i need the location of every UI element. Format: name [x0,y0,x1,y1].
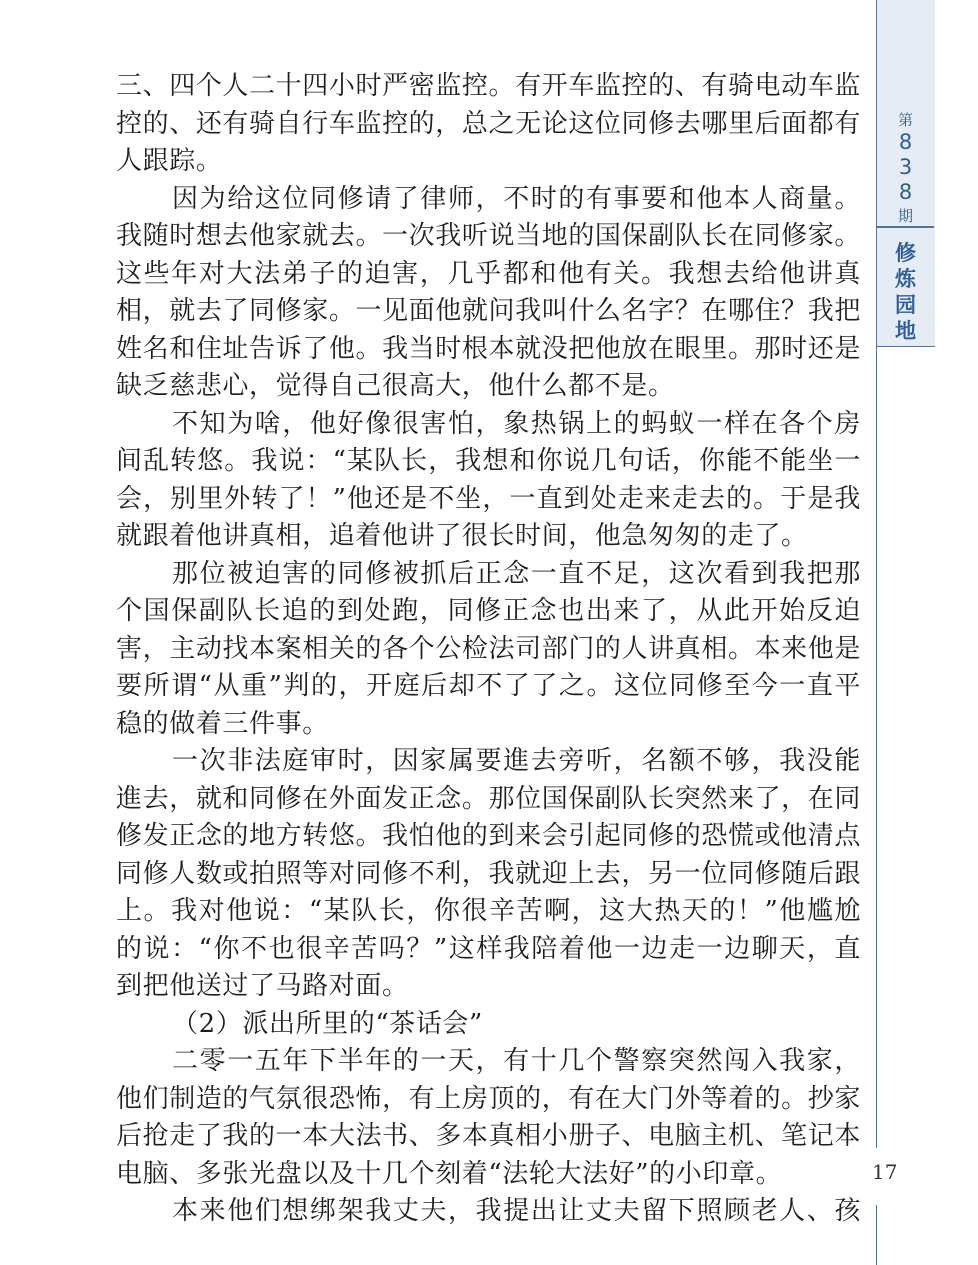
paragraph-1: 三、四个人二十四小时严密监控。有开车监控的、有骑电动车监控的、还有骑自行车监控的，总之无论这位同修去哪里后面都有人跟踪。 [116,71,861,176]
paragraph-5: 一次非法庭审时，因家属要進去旁听，名额不够，我没能進去，就和同修在外面发正念。那位国保副队长突然来了，在同修发正念的地方转悠。我怕他的到来会引起同修的恐慌或他清点同修人数或拍照等对同修不利，我就迎上去，另一位同修随后跟上。我对他说：“某队长，你很辛苦啊，这大热天的！”他尴尬的说：“你不也很辛苦吗？”这样我陪着他一边走一边聊天，直到把他送过了马路对面。 [116,746,861,1001]
column-title-char: 园 [895,293,916,317]
page-number: 17 [872,1160,898,1184]
sidebar-rule [876,346,877,1148]
paragraph-6: 二零一五年下半年的一天，有十几个警察突然闯入我家，他们制造的气氛很恐怖，有上房顶的，有在大门外等着的。抄家后抢走了我的一本大法书、多本真相小册子、电脑主机、笔记本电脑、多张光盘以及十几个刻着“法轮大法好”的小印章。 [116,1046,861,1189]
paragraph-4: 那位被迫害的同修被抓后正念一直不足，这次看到我把那个国保副队长追的到处跑，同修正念也出来了，从此开始反迫害，主动找本案相关的各个公检法司部门的人讲真相。本来他是要所谓“从重”判的，开庭后却不了了之。这位同修至今一直平稳的做着三件事。 [116,558,861,739]
issue-label [877,110,934,227]
issue-digit: 3 [898,155,913,179]
issue-suffix: 期 [897,207,913,225]
issue-prefix: 第 [897,111,913,129]
section-heading: （2）派出所里的“茶话会” [172,1008,483,1039]
paragraph-3: 不知为啥，他好像很害怕，象热锅上的蚂蚁一样在各个房间乱转悠。我说：“某队长，我想和你说几句话，你能不能坐一会，别里外转了！”他还是不坐，一直到处走来走去的。于是我就跟着他讲真相，追着他讲了很长时间，他急匆匆的走了。 [116,408,861,551]
sidebar-divider [877,226,934,228]
column-title-char: 炼 [895,267,916,291]
column-title-char: 修 [895,241,916,265]
issue-digit: 8 [898,180,913,204]
issue-digit: 8 [898,130,913,154]
column-title-char: 地 [895,319,916,343]
sidebar-rule-bottom [876,1205,877,1265]
paragraph-7-continued: 本来他们想绑架我丈夫，我提出让丈夫留下照顾老人、孩 [172,1196,861,1226]
article-body [116,68,861,1231]
paragraph-2: 因为给这位同修请了律师，不时的有事要和他本人商量。我随时想去他家就去。一次我听说当地的国保副队长在同修家。这些年对大法弟子的迫害，几乎都和他有关。我想去给他讲真相，就去了同修家。一见面他就问我叫什么名字？在哪住？我把姓名和住址告诉了他。我当时根本就没把他放在眼里。那时还是缺乏慈悲心，觉得自己很高大，他什么都不是。 [116,183,861,401]
column-title [877,240,934,344]
